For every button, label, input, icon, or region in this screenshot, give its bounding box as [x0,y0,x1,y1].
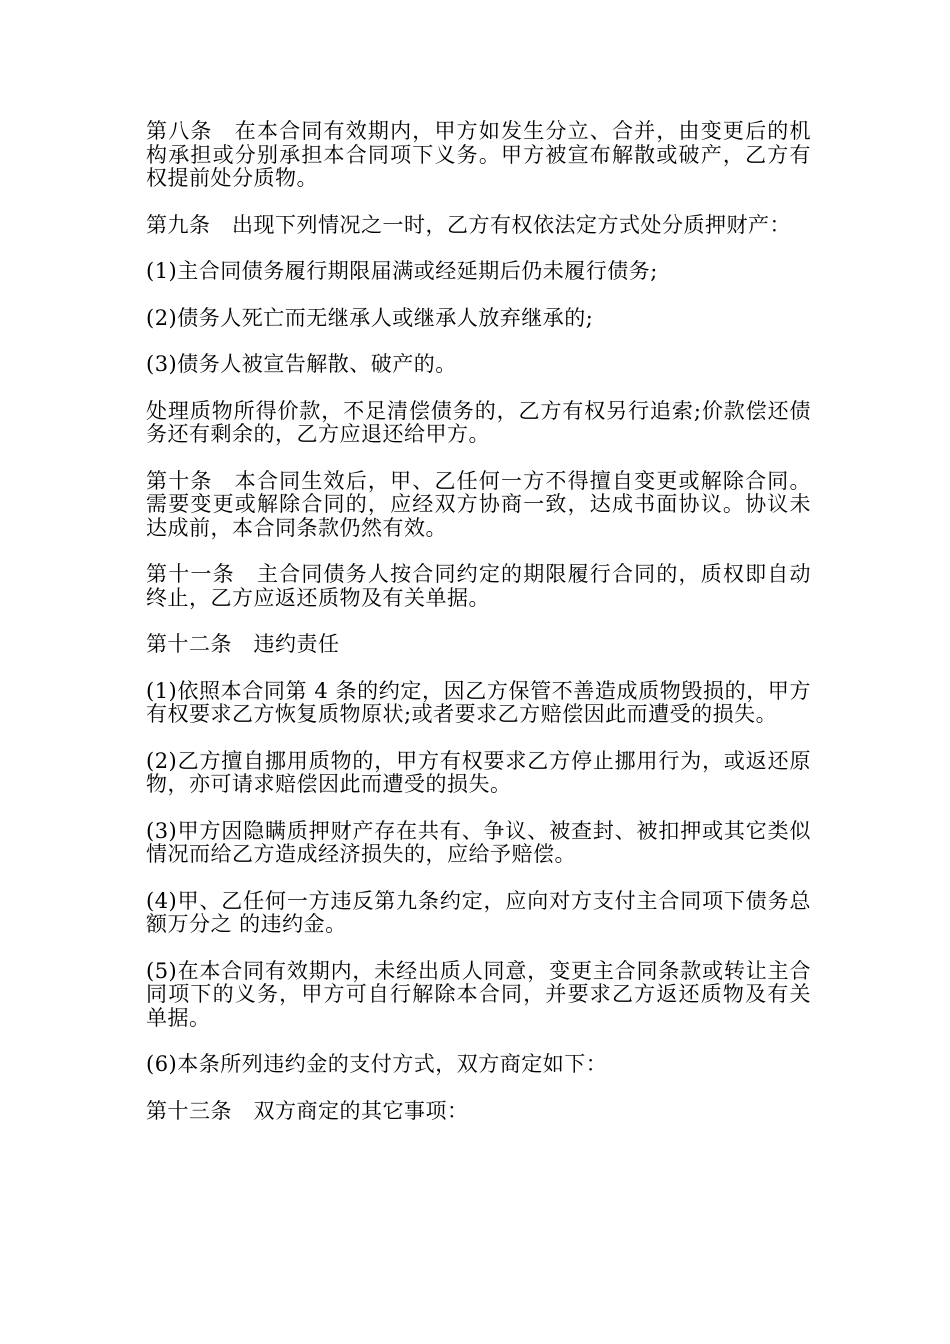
article-8-paragraph: 第八条 在本合同有效期内，甲方如发生分立、合并，由变更后的机构承担或分别承担本合同项下义务。甲方被宣布解散或破产，乙方有权提前处分质物。 [146,119,811,190]
article-12-item-1: (1)依照本合同第 4 条的约定，因乙方保管不善造成质物毁损的，甲方有权要求乙方恢复质物原状;或者要求乙方赔偿因此而遭受的损失。 [146,678,811,726]
article-11-paragraph: 第十一条 主合同债务人按合同约定的期限履行合同的，质权即自动终止，乙方应返还质物及有关单据。 [146,562,811,610]
article-9-item-2: (2)债务人死亡而无继承人或继承人放弃继承的; [146,305,594,330]
article-13-paragraph: 第十三条 双方商定的其它事项： [146,1098,469,1123]
article-12-item-3: (3)甲方因隐瞒质押财产存在共有、争议、被查封、被扣押或其它类似情况而给乙方造成经济损失的，应给予赔偿。 [146,818,811,866]
disposal-proceeds-paragraph: 处理质物所得价款，不足清偿债务的，乙方有权另行追索;价款偿还债务还有剩余的，乙方应退还给甲方。 [146,398,811,446]
article-12-item-6: (6)本条所列违约金的支付方式，双方商定如下： [146,1052,608,1076]
article-12-item-5: (5)在本合同有效期内，未经出质人同意，变更主合同条款或转让主合同项下的义务，甲方可自行解除本合同，并要求乙方返还质物及有关单据。 [146,958,811,1030]
article-12-item-2: (2)乙方擅自挪用质物的，甲方有权要求乙方停止挪用行为，或返还原物，亦可请求赔偿因此而遭受的损失。 [146,748,811,796]
article-10-paragraph: 第十条 本合同生效后，甲、乙任何一方不得擅自变更或解除合同。需要变更或解除合同的，应经双方协商一致，达成书面协议。协议未达成前，本合同条款仍然有效。 [146,468,811,540]
article-9-item-3: (3)债务人被宣告解散、破产的。 [146,352,457,376]
document-body [146,120,811,1146]
article-12-heading: 第十二条 违约责任 [146,632,340,656]
article-9-item-1: (1)主合同债务履行期限届满或经延期后仍未履行债务; [146,259,658,283]
article-12-item-4: (4)甲、乙任何一方违反第九条约定，应向对方支付主合同项下债务总额万分之 的违约金。 [146,888,811,936]
article-9-paragraph: 第九条 出现下列情况之一时，乙方有权依法定方式处分质押财产： [146,212,791,237]
